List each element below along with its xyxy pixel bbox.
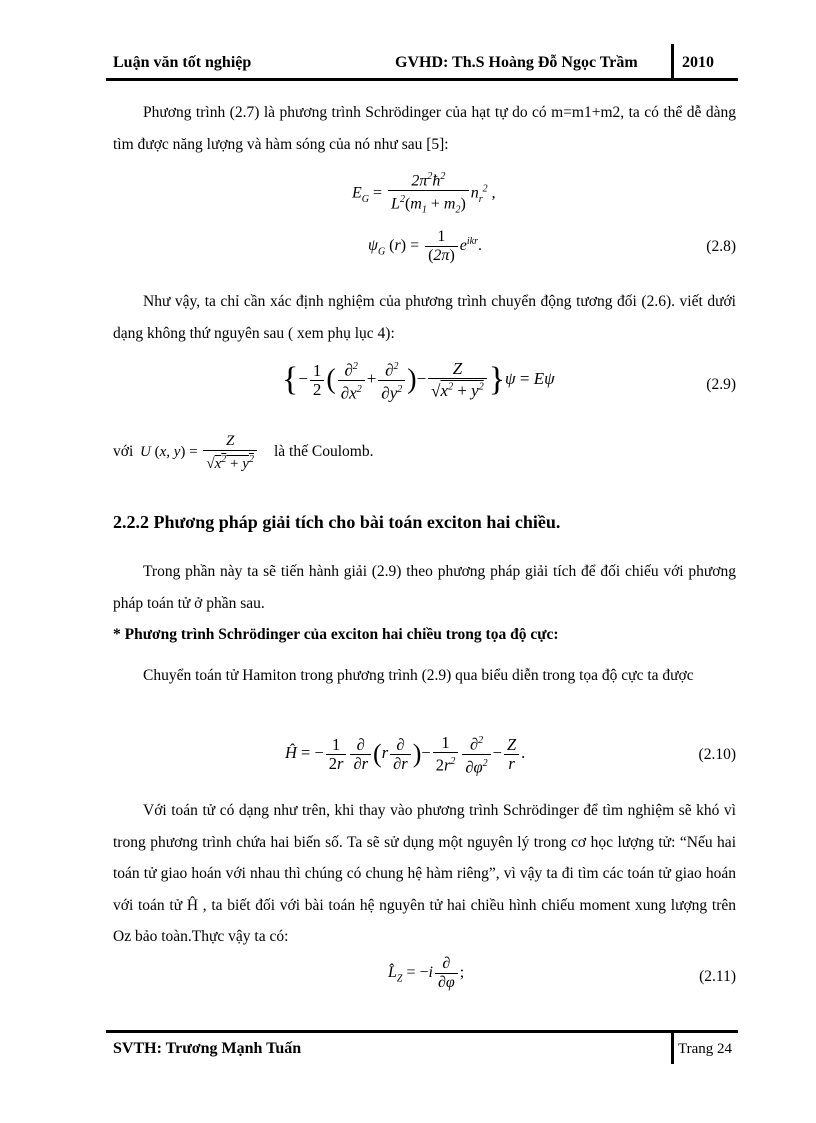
header-rule (106, 78, 738, 81)
equation-angular-momentum: $L̂_Z = -i$ $\frac{\partial}{\partial\varphi}$ ; (388, 955, 465, 991)
equation-number-2-11: (2.11) (699, 968, 736, 985)
coulomb-suffix: là thế Coulomb. (274, 443, 374, 460)
footer-rule (106, 1030, 738, 1033)
paragraph-4: Trong phần này ta sẽ tiến hành giải (2.9) theo phương pháp giải tích để đối chiếu với phương pháp toán tử ở phần sau. (113, 563, 736, 612)
subheading-polar: * Phương trình Schrödinger của exciton hai chiều trong tọa độ cực: (113, 626, 559, 643)
footer-divider (671, 1030, 674, 1064)
section-heading-2-2-2: 2.2.2 Phương pháp giải tích cho bài toán exciton hai chiều. (113, 512, 561, 532)
footer-author: SVTH: Trương Mạnh Tuấn (113, 1040, 302, 1057)
equation-number-2-9: (2.9) (706, 376, 736, 393)
paragraph-1: Phương trình (2.7) là phương trình Schrödinger của hạt tự do có m=m1+m2, ta có thể dễ dàng tìm được năng lượng và hàm sóng của nó như sau [5]: (113, 104, 736, 153)
equation-number-2-8: (2.8) (706, 238, 736, 255)
equation-hamiltonian-polar: Ĥ = − $\frac{1}{2r}$ $\frac{\partial}{\partial r}$ (r $\frac{\partial}{\partial r}$ )− $\frac{1}{2r^2}$ $\frac{\partial^2}{\partial\varphi^2}$ − $\frac{Z}{r}$ . (285, 732, 526, 776)
page-number: Trang 24 (678, 1041, 733, 1057)
paragraph-5: Chuyển toán tử Hamiton trong phương trình (2.9) qua biểu diễn trong tọa độ cực ta được (143, 667, 694, 684)
paragraph-2: Như vậy, ta chỉ cần xác định nghiệm của phương trình chuyển động tương đối (2.6). viết dưới dạng không thứ nguyên sau ( xem phụ lục 4): (113, 293, 736, 342)
header-thesis-title: Luận văn tốt nghiệp (113, 54, 252, 71)
equation-energy: $E_G$ = $\frac{2\pi^2ħ^2}{L^2(m_1 + m_2)}$ $n_r^2$ , (352, 168, 496, 220)
coulomb-prefix: với (113, 443, 134, 460)
header-divider (671, 44, 674, 80)
header-advisor: GVHD: Th.S Hoàng Đỗ Ngọc Trầm (395, 54, 638, 71)
equation-number-2-10: (2.10) (698, 746, 736, 763)
paragraph-6: Với toán tử có dạng như trên, khi thay vào phương trình Schrödinger để tìm nghiệm sẽ khó vì trong phương trình chứa hai biến số. Ta sẽ sử dụng một nguyên lý trong cơ học lượng tử: “Nếu hai toán tử giao hoán với nhau thì chúng có chung hệ hàm riêng”, vì vậy ta đi tìm các toán tử giao hoán với toán tử Ĥ , ta biết đối với bài toán hệ nguyên tử hai chiều hình chiếu moment xung lượng trên Oz bảo toàn.Thực vậy ta có: (113, 802, 736, 945)
equation-wavefunction: $\psi_G$ (r) = $\frac{1}{(2\pi)}$ $e^{ikr}$. (368, 228, 482, 264)
header-year: 2010 (682, 54, 714, 71)
equation-coulomb-potential: U (x, y) = $\frac{Z}{√x^2 + y^2}$ (140, 432, 259, 473)
equation-schrodinger-dimensionless: {− $\frac{1}{2}$ ( $\frac{\partial^2}{\partial x^2}$ + $\frac{\partial^2}{\partial y^2}$ )− $\frac{Z}{√x^2 + y^2}$ }ψ = Eψ (282, 358, 555, 403)
